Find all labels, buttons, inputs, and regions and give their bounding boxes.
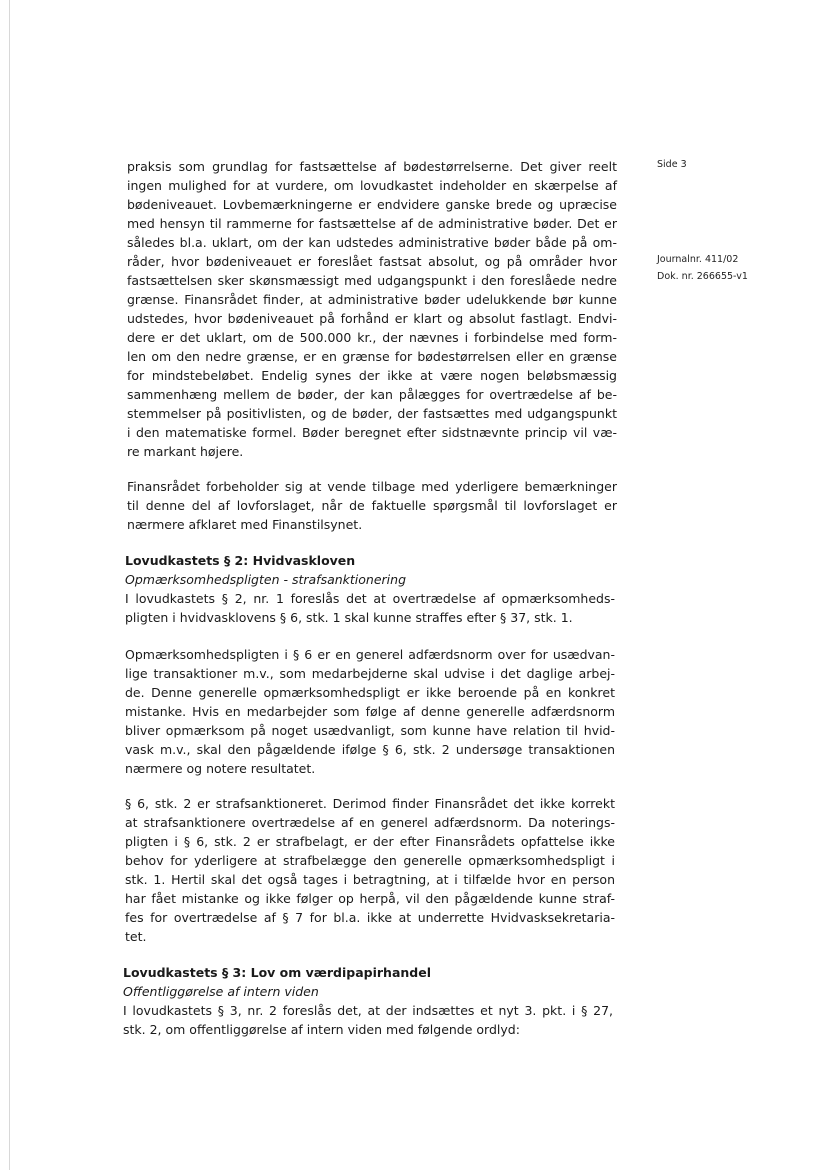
text-line: dere er det uklart, om de 500.000 kr., der nævnes i forbindelse med form- [127,330,617,345]
text-line: pligten i hvidvasklovens § 6, stk. 1 skal kunne straffes efter § 37, stk. 1. [125,610,573,625]
text-line: til denne del af lovforslaget, når de faktuelle spørgsmål til lovforslaget er [127,498,617,513]
document-references [657,251,748,285]
text-line: har fået mistanke og ikke følger op herpå, vil den pågældende kunne straf- [125,891,615,906]
document-number: Dok. nr. 266655-v1 [657,271,748,282]
text-line: vask m.v., skal den pågældende ifølge § 6, stk. 2 undersøge transaktionen [125,742,615,757]
section-subheading: Opmærksomhedspligten - strafsanktionering [125,572,406,587]
section-intro [123,1001,613,1039]
section-hvidvaskloven [125,551,615,627]
section-subheading: Offentliggørelse af intern viden [123,984,319,999]
text-line: grænse. Finansrådet finder, at administrative bøder udelukkende bør kunne [127,292,617,307]
text-line: len om den nedre grænse, er en grænse for bødestørrelsen eller en grænse [127,349,617,364]
text-line: Opmærksomhedspligten i § 6 er en generel adfærdsnorm over for usædvan- [125,647,615,662]
text-line: Finansrådet forbeholder sig at vende tilbage med yderligere bemærkninger [127,479,617,494]
paragraph-forbehold [127,477,617,534]
text-line: mistanke. Hvis en medarbejder som følge af denne generelle adfærdsnorm [125,704,615,719]
text-line: I lovudkastets § 3, nr. 2 foreslås det, at der indsættes et nyt 3. pkt. i § 27, [123,1003,613,1018]
text-line: for mindstebeløbet. Endelig synes der ikke at være nogen beløbsmæssig [127,368,617,383]
text-line: bødeniveauet. Lovbemærkningerne er endvidere ganske brede og upræcise [127,197,617,212]
text-line: således bl.a. uklart, om der kan udstedes administrative bøder både på om- [127,235,617,250]
section-heading: Lovudkastets § 2: Hvidvaskloven [125,553,356,568]
text-line: lige transaktioner m.v., som medarbejderne skal udvise i det daglige arbej- [125,666,615,681]
section-vaerdipapirhandel [123,963,613,1039]
text-line: I lovudkastets § 2, nr. 1 foreslås det at overtrædelse af opmærksomheds- [125,591,615,606]
text-line: § 6, stk. 2 er strafsanktioneret. Derimod finder Finansrådet det ikke korrekt [125,796,615,811]
text-line: de. Denne generelle opmærksomhedspligt er ikke beroende på en konkret [125,685,615,700]
text-line: nærmere og notere resultatet. [125,761,316,776]
text-line: stk. 2, om offentliggørelse af intern viden med følgende ordlyd: [123,1022,520,1037]
section-intro [125,589,615,627]
text-line: nærmere afklaret med Finanstilsynet. [127,517,363,532]
paragraph-opmaerksomhedspligt [125,645,615,778]
page-edge-rule [9,0,10,1170]
text-line: behov for yderligere at strafbelægge den generelle opmærksomhedspligt i [125,853,615,868]
text-line: at strafsanktionere overtrædelse af en generel adfærdsnorm. Da noterings- [125,815,615,830]
text-line: tet. [125,929,147,944]
text-line: re markant højere. [127,444,244,459]
text-line: råder, hvor bødeniveauet er foreslået fastsat absolut, og på områder hvor [127,254,617,269]
text-line: sammenhæng mellem de bøder, der kan pålægges for overtrædelse af be- [127,387,617,402]
journal-number: Journalnr. 411/02 [657,254,739,265]
text-line: praksis som grundlag for fastsættelse af bødestørrelserne. Det giver reelt [127,159,617,174]
text-line: fastsættelsen sker skønsmæssigt med udgangspunkt i den foreslåede nedre [127,273,617,288]
text-line: ingen mulighed for at vurdere, om lovudkastet indeholder en skærpelse af [127,178,617,193]
text-line: pligten i § 6, stk. 2 er strafbelagt, er der efter Finansrådets opfattelse ikke [125,834,615,849]
paragraph-bødeniveau [127,157,617,461]
page-number [657,156,687,173]
text-line: fes for overtrædelse af § 7 for bl.a. ikke at underrette Hvidvasksekretaria- [125,910,615,925]
text-line: udstedes, hvor bødeniveauet på forhånd er klart og absolut fastlagt. Endvi- [127,311,617,326]
paragraph-strafsanktion [125,794,615,946]
text-line: stemmelser på positivlisten, og de bøder, der fastsættes med udgangspunkt [127,406,617,421]
text-line: stk. 1. Hertil skal det også tages i betragtning, at i tilfælde hvor en person [125,872,615,887]
text-line: med hensyn til rammerne for fastsættelse af de administrative bøder. Det er [127,216,617,231]
text-line: bliver opmærksom på noget usædvanligt, som kunne have relation til hvid- [125,723,615,738]
text-line: i den matematiske formel. Bøder beregnet efter sidstnævnte princip vil væ- [127,425,617,440]
section-heading: Lovudkastets § 3: Lov om værdipapirhandel [123,965,431,980]
page-label: Side 3 [657,159,687,170]
